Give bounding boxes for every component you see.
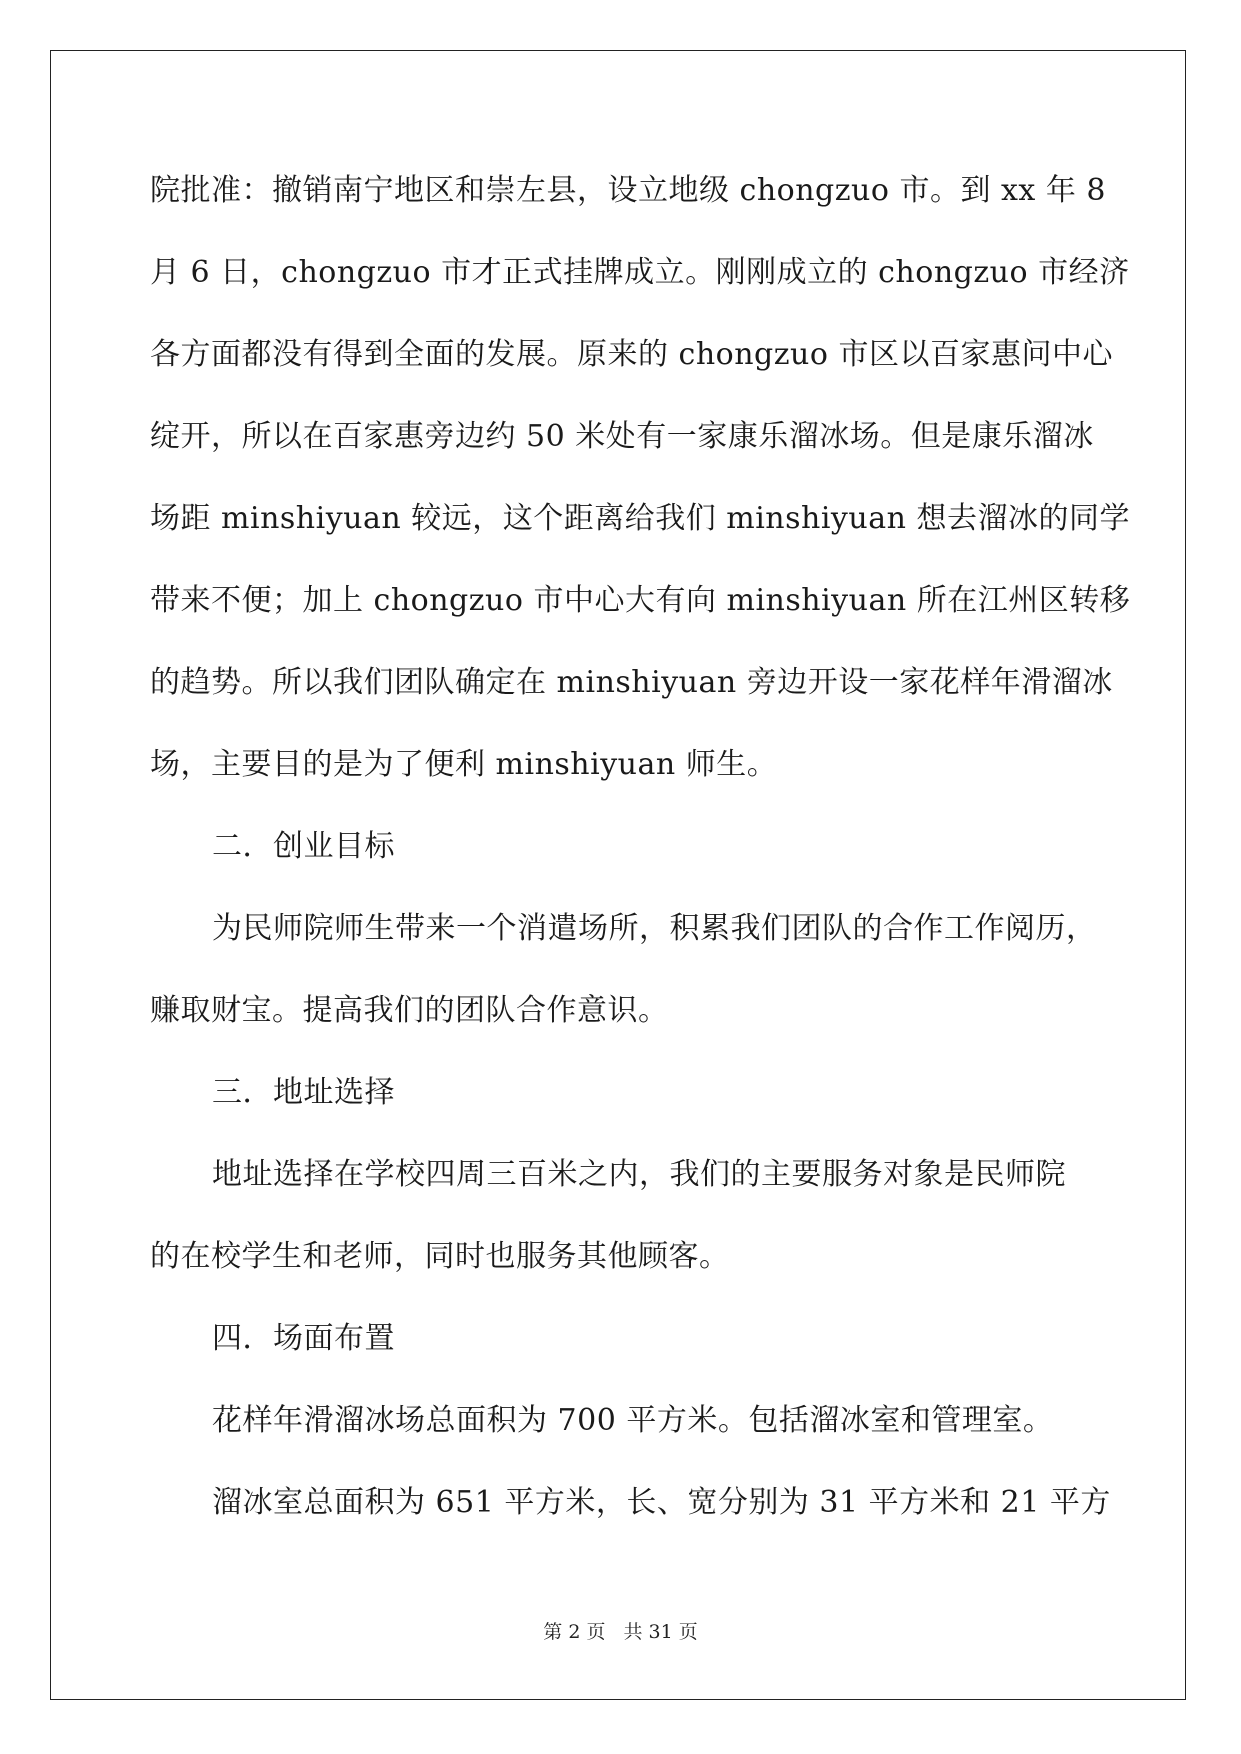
text-line: 带来不便；加上 chongzuo 市中心大有向 minshiyuan 所在江州区转移 — [150, 583, 1131, 618]
text-line: 为民师院师生带来一个消遣场所，积累我们团队的合作工作阅历， — [212, 911, 1097, 946]
section-heading: 三．地址选择 — [212, 1075, 395, 1110]
page-number: 第 2 页 — [543, 1621, 606, 1643]
section-heading: 四．场面布置 — [212, 1321, 395, 1356]
document-body — [150, 165, 1131, 1559]
text-line: 月 6 日，chongzuo 市才正式挂牌成立。刚刚成立的 chongzuo 市经济 — [150, 255, 1130, 290]
text-line: 溜冰室总面积为 651 平方米，长、宽分别为 31 平方米和 21 平方 — [212, 1485, 1111, 1520]
text-line: 各方面都没有得到全面的发展。原来的 chongzuo 市区以百家惠问中心 — [150, 337, 1113, 372]
text-line: 场，主要目的是为了便利 minshiyuan 师生。 — [150, 747, 778, 782]
text-line: 的趋势。所以我们团队确定在 minshiyuan 旁边开设一家花样年滑溜冰 — [150, 665, 1113, 700]
text-line: 赚取财宝。提高我们的团队合作意识。 — [150, 993, 669, 1028]
text-line: 花样年滑溜冰场总面积为 700 平方米。包括溜冰室和管理室。 — [212, 1403, 1054, 1438]
text-line: 地址选择在学校四周三百米之内，我们的主要服务对象是民师院 — [212, 1157, 1066, 1192]
page-total: 共 31 页 — [623, 1621, 698, 1643]
text-line: 院批准：撤销南宁地区和崇左县，设立地级 chongzuo 市。到 xx 年 8 — [150, 173, 1107, 208]
page-footer — [0, 1617, 1241, 1644]
section-heading: 二．创业目标 — [212, 829, 395, 864]
text-line: 绽开，所以在百家惠旁边约 50 米处有一家康乐溜冰场。但是康乐溜冰 — [150, 419, 1094, 454]
text-line: 的在校学生和老师，同时也服务其他顾客。 — [150, 1239, 730, 1274]
text-line: 场距 minshiyuan 较远，这个距离给我们 minshiyuan 想去溜冰的同学 — [150, 501, 1130, 536]
